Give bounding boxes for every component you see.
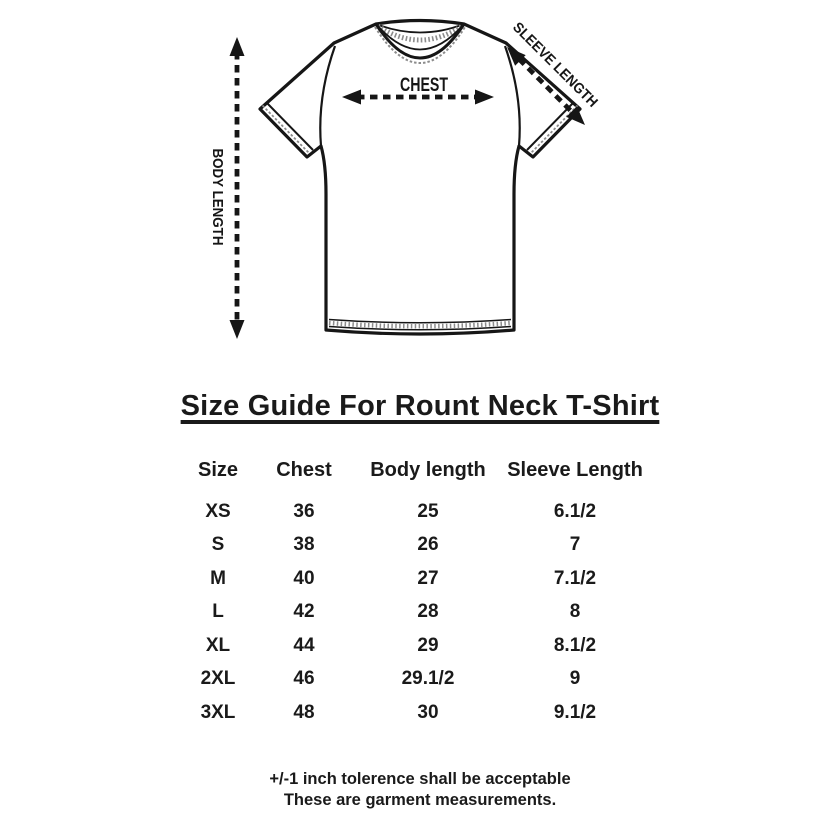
arrowhead-down bbox=[230, 320, 245, 339]
table-row-3xl bbox=[180, 696, 646, 730]
page-title: Size Guide For Rount Neck T-Shirt bbox=[180, 390, 660, 422]
header-body-length: Body length bbox=[370, 458, 486, 481]
tolerance-note: +/-1 inch tolerence shall be acceptable bbox=[269, 770, 571, 788]
cell-chest: 36 bbox=[293, 500, 315, 522]
cell-sleeve-length: 6.1/2 bbox=[553, 500, 597, 522]
cell-chest: 40 bbox=[293, 567, 315, 589]
cell-sleeve-length: 7 bbox=[569, 534, 581, 556]
table-row-2xl bbox=[180, 663, 646, 697]
cell-size: 2XL bbox=[200, 668, 236, 690]
cell-body-length: 25 bbox=[417, 500, 439, 522]
cell-chest: 48 bbox=[293, 701, 315, 723]
garment-measurement-note: These are garment measurements. bbox=[283, 791, 557, 809]
cell-body-length: 29 bbox=[417, 634, 439, 656]
cell-size: S bbox=[211, 534, 225, 556]
arrowhead-up bbox=[230, 37, 245, 56]
table-row-xs bbox=[180, 495, 646, 529]
cell-chest: 42 bbox=[293, 601, 315, 623]
table-row-s bbox=[180, 529, 646, 563]
cell-body-length: 29.1/2 bbox=[401, 668, 455, 690]
table-row-xl bbox=[180, 629, 646, 663]
cell-body-length: 26 bbox=[417, 534, 439, 556]
cell-sleeve-length: 9.1/2 bbox=[553, 701, 597, 723]
table-header-row bbox=[180, 451, 646, 489]
header-size: Size bbox=[197, 458, 239, 481]
cell-sleeve-length: 7.1/2 bbox=[553, 567, 597, 589]
chest-label: CHEST bbox=[400, 75, 449, 96]
size-table bbox=[180, 451, 646, 730]
tshirt-measurement-diagram bbox=[0, 0, 840, 372]
header-chest: Chest bbox=[276, 458, 332, 481]
table-row-l bbox=[180, 596, 646, 630]
cell-size: 3XL bbox=[200, 701, 236, 723]
cell-chest: 44 bbox=[293, 634, 315, 656]
sleeve-length-label: SLEEVE LENGTH bbox=[509, 19, 606, 117]
footer-notes bbox=[0, 769, 840, 811]
cell-sleeve-length: 9 bbox=[569, 668, 581, 690]
header-sleeve-length: Sleeve Length bbox=[507, 458, 643, 481]
cell-body-length: 27 bbox=[417, 567, 439, 589]
cell-size: M bbox=[210, 567, 226, 589]
table-row-m bbox=[180, 562, 646, 596]
cell-sleeve-length: 8.1/2 bbox=[553, 634, 597, 656]
body-length-arrow bbox=[230, 37, 245, 339]
tshirt-drawing bbox=[260, 21, 580, 335]
cell-sleeve-length: 8 bbox=[569, 601, 581, 623]
body-length-label: BODY LENGTH bbox=[209, 148, 225, 254]
shirt-outline bbox=[260, 21, 580, 335]
cell-body-length: 30 bbox=[417, 701, 439, 723]
cell-size: XL bbox=[205, 634, 231, 656]
cell-chest: 46 bbox=[293, 668, 315, 690]
cell-size: XS bbox=[205, 500, 231, 522]
cell-chest: 38 bbox=[293, 534, 315, 556]
cell-body-length: 28 bbox=[417, 601, 439, 623]
cell-size: L bbox=[212, 601, 224, 623]
